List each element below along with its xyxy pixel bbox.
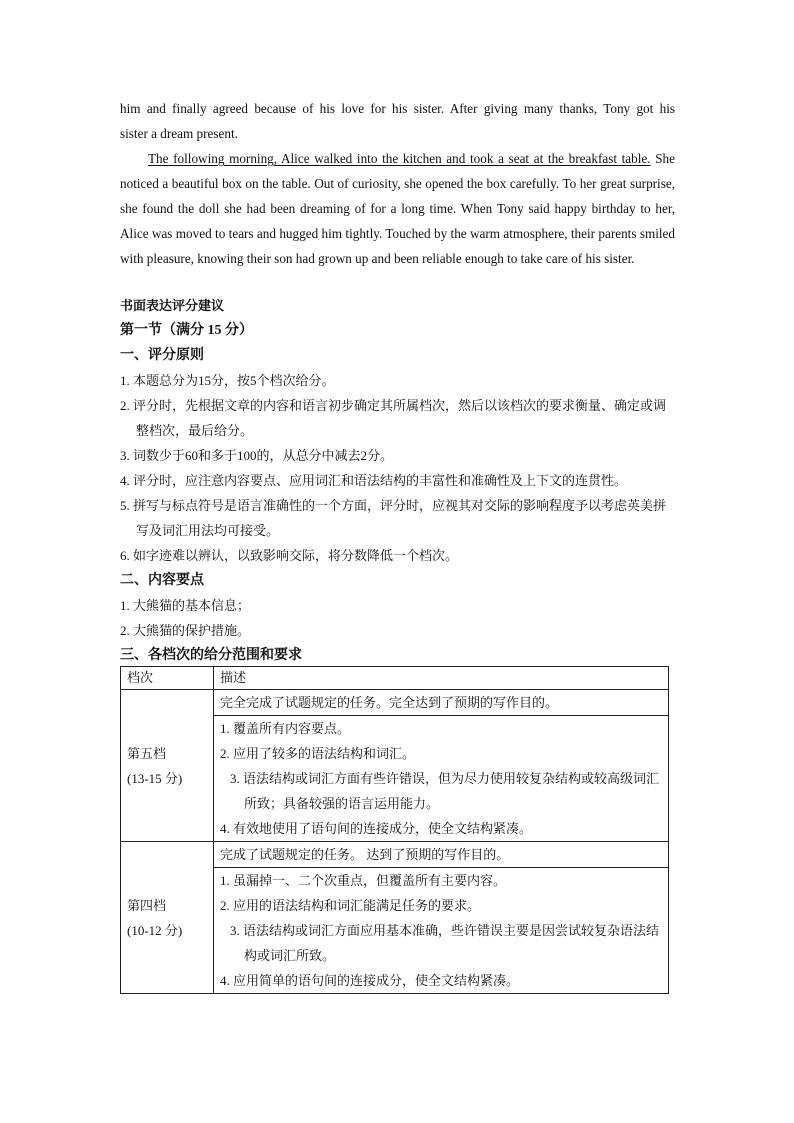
document-page — [120, 96, 675, 994]
levels-heading: 三、各档次的给分范围和要求 — [120, 648, 302, 663]
principles-heading: 一、评分原则 — [120, 348, 204, 363]
spacer — [120, 271, 675, 293]
content-point-item: 1. 大熊猫的基本信息； — [120, 598, 251, 613]
level-name: 第五档 — [127, 745, 167, 761]
story-paragraph-2 — [120, 146, 675, 271]
level-range: (13-15 分) — [127, 770, 183, 786]
table-row — [121, 690, 669, 716]
table-header-row — [121, 667, 669, 690]
detail-item: 2. 应用了较多的语法结构和词汇。 — [220, 746, 416, 761]
scoring-table — [120, 666, 669, 994]
content-point-item: 2. 大熊猫的保护措施。 — [120, 623, 251, 638]
story-line-2: sister a dream present. — [120, 126, 238, 141]
detail-item: 1. 覆盖所有内容要点。 — [220, 721, 351, 736]
principle-item: 4. 评分时，应注意内容要点、应用词汇和语法结构的丰富性和准确性及上下文的连贯性。 — [120, 473, 628, 488]
detail-item: 3. 语法结构或词汇方面应用基本准确，些许错误主要是因尝试较复杂语法结构或词汇所致。 — [230, 923, 660, 963]
level-summary: 完成了试题规定的任务。 达到了预期的写作目的。 — [214, 842, 669, 868]
detail-item: 4. 有效地使用了语句间的连接成分，使全文结构紧凑。 — [220, 821, 533, 836]
table-row — [121, 842, 669, 868]
section-title: 书面表达评分建议 — [120, 298, 225, 313]
detail-item: 3. 语法结构或词汇方面有些许错误，但为尽力使用较复杂结构或较高级词汇所致；具备较强的语言运用能力。 — [230, 771, 660, 811]
principle-item: 2. 评分时，先根据文章的内容和语言初步确定其所属档次，然后以该档次的要求衡量、确定或调整档次，最后给分。 — [120, 398, 667, 438]
detail-item: 4. 应用简单的语句间的连接成分，使全文结构紧凑。 — [220, 973, 520, 988]
principle-item: 1. 本题总分为15分，按5个档次给分。 — [120, 373, 335, 388]
level-summary: 完全完成了试题规定的任务。完全达到了预期的写作目的。 — [214, 690, 669, 716]
story-line-1: him and finally agreed because of his love for his sister. After giving many thanks, Tony got his — [120, 101, 675, 116]
level-cell — [121, 690, 214, 842]
level-cell — [121, 842, 214, 994]
detail-item: 2. 应用的语法结构和词汇能满足任务的要求。 — [220, 898, 481, 913]
level-name: 第四档 — [127, 897, 167, 913]
table-header-desc: 描述 — [214, 667, 669, 690]
story-paragraph-2-text: She noticed a beautiful box on the table. Out of curiosity, she opened the box carefully. To her great surprise, she found the doll she had been dreaming of for a long time. When Tony said happy birthday to her, Alice was moved to tears and hugged him tightly. Touched by the warm atmosphere, their parents smiled with pleasure, knowing their son had grown up and been reliable enough to take care of his sister. — [120, 151, 676, 266]
detail-item: 1. 虽漏掉一、二个次重点，但覆盖所有主要内容。 — [220, 873, 507, 888]
principle-item: 6. 如字迹难以辨认，以致影响交际，将分数降低一个档次。 — [120, 548, 459, 563]
content-points-heading: 二、内容要点 — [120, 573, 204, 588]
section-subtitle: 第一节（满分 15 分） — [120, 323, 253, 338]
principle-item: 3. 词数少于60和多于100的，从总分中减去2分。 — [120, 448, 394, 463]
level-range: (10-12 分) — [127, 922, 183, 938]
table-header-level: 档次 — [121, 667, 214, 690]
level-details — [214, 868, 669, 994]
underlined-sentence: The following morning, Alice walked into the kitchen and took a seat at the breakfast table. — [148, 151, 651, 166]
level-details — [214, 716, 669, 842]
principle-item: 5. 拼写与标点符号是语言准确性的一个方面，评分时，应视其对交际的影响程度予以考虑英美拼写及词汇用法均可接受。 — [120, 498, 667, 538]
